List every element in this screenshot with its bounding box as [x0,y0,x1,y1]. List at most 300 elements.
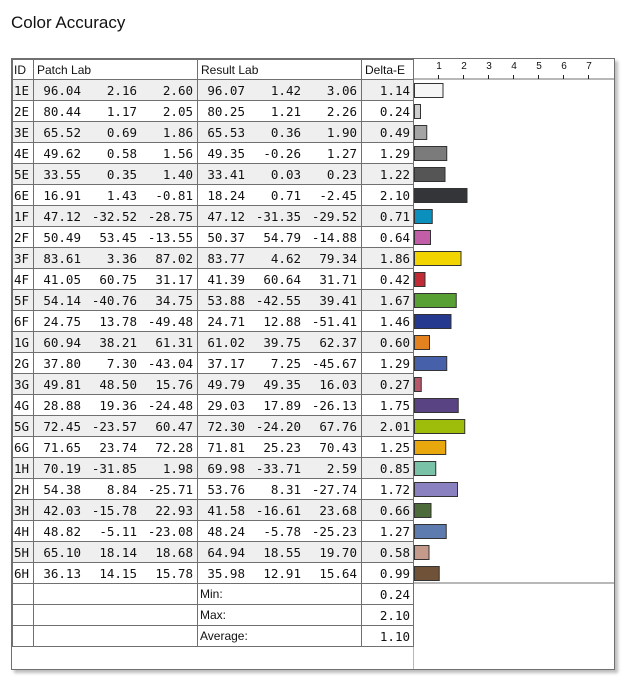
patch-lab-cell [34,101,198,122]
lab-value: 0.58 [106,145,137,161]
lab-value: 33.41 [207,166,245,182]
patch-lab-cell [34,458,198,479]
stat-min-row [13,584,414,605]
patch-lab-cell [34,542,198,563]
patch-lab-cell [34,122,198,143]
lab-value: 41.39 [207,271,245,287]
lab-value: 72.45 [43,418,81,434]
lab-value: 12.88 [263,313,301,329]
table-row [13,101,414,122]
lab-value: 48.24 [207,523,245,539]
lab-value: 79.34 [319,250,357,266]
lab-value: 16.03 [319,376,357,392]
lab-value: 29.03 [207,397,245,413]
patch-lab-cell [34,290,198,311]
lab-value: 80.25 [207,103,245,119]
lab-value: 24.75 [43,313,81,329]
lab-value: 0.23 [326,166,357,182]
patch-id: 3H [13,500,34,521]
lab-value: 50.37 [207,229,245,245]
empty-cell [34,626,198,647]
lab-value: -15.78 [91,502,137,518]
delta-e-bar [415,168,446,182]
patch-lab-cell [34,521,198,542]
patch-lab-cell [34,479,198,500]
result-lab-cell [198,185,362,206]
patch-lab-cell [34,80,198,101]
lab-value: -14.88 [311,229,357,245]
patch-id: 5E [13,164,34,185]
patch-id: 4G [13,395,34,416]
lab-value: -45.67 [311,355,357,371]
lab-value: 70.19 [43,460,81,476]
lab-value: 72.28 [155,439,193,455]
empty-cell [13,584,34,605]
result-lab-cell [198,395,362,416]
table-row [13,248,414,269]
result-lab-cell [198,437,362,458]
patch-id: 3E [13,122,34,143]
lab-value: 50.49 [43,229,81,245]
patch-id: 1H [13,458,34,479]
delta-e-bar [415,210,433,224]
delta-e-value: 1.67 [362,290,414,311]
delta-e-bar [415,567,440,581]
lab-value: 49.35 [207,145,245,161]
patch-lab-cell [34,563,198,584]
lab-value: -49.48 [147,313,193,329]
delta-e-bar [415,525,447,539]
table-row [13,80,414,101]
lab-value: -43.04 [147,355,193,371]
delta-e-bar [415,126,427,140]
x-tick-label: 6 [561,61,567,72]
delta-e-value: 0.24 [362,101,414,122]
patch-lab-cell [34,500,198,521]
patch-id: 4H [13,521,34,542]
lab-value: 37.80 [43,355,81,371]
lab-value: 22.93 [155,502,193,518]
delta-e-bar [415,315,452,329]
stat-max-value: 2.10 [362,605,414,626]
stat-max-label: Max: [198,605,362,626]
empty-cell [13,626,34,647]
delta-e-bar [415,231,431,245]
color-accuracy-panel [11,58,615,670]
lab-value: -0.81 [155,187,193,203]
patch-id: 6E [13,185,34,206]
lab-value: 15.78 [155,565,193,581]
lab-value: -23.57 [91,418,137,434]
empty-cell [34,584,198,605]
result-lab-cell [198,248,362,269]
table-row [13,122,414,143]
lab-value: 3.06 [326,82,357,98]
lab-value: 18.14 [99,544,137,560]
delta-e-bar [415,378,422,392]
lab-value: 80.44 [43,103,81,119]
delta-e-bar [415,483,458,497]
x-tick-label: 4 [511,61,517,72]
lab-value: 41.05 [43,271,81,287]
table-row [13,143,414,164]
lab-value: 69.98 [207,460,245,476]
delta-e-value: 0.49 [362,122,414,143]
delta-e-value: 1.72 [362,479,414,500]
lab-value: 3.36 [106,250,137,266]
table-row [13,206,414,227]
lab-value: 25.23 [263,439,301,455]
patch-id: 2G [13,353,34,374]
delta-e-bar [415,189,468,203]
lab-value: 83.61 [43,250,81,266]
lab-value: -28.75 [147,208,193,224]
lab-value: 12.91 [263,565,301,581]
delta-e-value: 1.29 [362,143,414,164]
patch-lab-cell [34,143,198,164]
patch-lab-cell [34,248,198,269]
delta-e-value: 1.46 [362,311,414,332]
lab-value: 13.78 [99,313,137,329]
patch-lab-cell [34,437,198,458]
lab-value: 7.30 [106,355,137,371]
patch-id: 1F [13,206,34,227]
table-row [13,269,414,290]
result-lab-cell [198,311,362,332]
lab-value: 60.75 [99,271,137,287]
lab-value: 60.94 [43,334,81,350]
delta-e-value: 2.01 [362,416,414,437]
x-tick-label: 5 [536,61,542,72]
lab-value: 0.03 [270,166,301,182]
lab-value: 31.71 [319,271,357,287]
lab-value: 39.41 [319,292,357,308]
table-row [13,395,414,416]
delta-e-value: 1.75 [362,395,414,416]
patch-lab-cell [34,311,198,332]
lab-value: 18.55 [263,544,301,560]
delta-e-value: 1.14 [362,80,414,101]
delta-e-bar [415,399,459,413]
patch-id: 6G [13,437,34,458]
x-tick-label: 7 [586,61,592,72]
lab-value: -5.78 [263,523,301,539]
patch-id: 2E [13,101,34,122]
patch-lab-cell [34,269,198,290]
patch-id: 4E [13,143,34,164]
stat-min-value: 0.24 [362,584,414,605]
table-row [13,416,414,437]
lab-value: -27.74 [311,481,357,497]
result-lab-cell [198,500,362,521]
patch-id: 6H [13,563,34,584]
delta-e-value: 0.58 [362,542,414,563]
lab-value: 48.82 [43,523,81,539]
result-lab-cell [198,374,362,395]
delta-e-value: 0.27 [362,374,414,395]
stat-average-row [13,626,414,647]
lab-value: 61.31 [155,334,193,350]
lab-value: 0.71 [270,187,301,203]
lab-value: 15.76 [155,376,193,392]
patch-id: 1G [13,332,34,353]
delta-e-value: 0.64 [362,227,414,248]
result-lab-cell [198,332,362,353]
patch-id: 1E [13,80,34,101]
result-lab-cell [198,122,362,143]
table-row [13,227,414,248]
lab-value: -13.55 [147,229,193,245]
delta-e-bar [415,273,426,287]
lab-value: -33.71 [255,460,301,476]
result-lab-cell [198,479,362,500]
lab-value: 60.47 [155,418,193,434]
delta-e-value: 1.27 [362,521,414,542]
x-tick-label: 3 [486,61,492,72]
patch-lab-cell [34,164,198,185]
table-row [13,437,414,458]
delta-e-value: 0.66 [362,500,414,521]
table-row [13,374,414,395]
delta-e-value: 1.86 [362,248,414,269]
lab-value: 14.15 [99,565,137,581]
patch-id: 5H [13,542,34,563]
lab-value: 1.27 [326,145,357,161]
delta-e-value: 0.60 [362,332,414,353]
result-lab-cell [198,206,362,227]
lab-value: 2.26 [326,103,357,119]
lab-value: -23.08 [147,523,193,539]
table-row [13,311,414,332]
result-lab-cell [198,458,362,479]
delta-e-value: 1.22 [362,164,414,185]
lab-value: -31.35 [255,208,301,224]
empty-cell [13,605,34,626]
lab-value: 28.88 [43,397,81,413]
x-tick-label: 2 [461,61,467,72]
lab-value: 2.59 [326,460,357,476]
lab-value: 16.91 [43,187,81,203]
delta-e-bar [415,546,430,560]
delta-e-value: 0.71 [362,206,414,227]
lab-value: 42.03 [43,502,81,518]
lab-value: -25.23 [311,523,357,539]
patch-lab-cell [34,206,198,227]
lab-value: 70.43 [319,439,357,455]
header-id: ID [13,60,34,80]
patch-lab-cell [34,227,198,248]
lab-value: 71.65 [43,439,81,455]
lab-value: 4.62 [270,250,301,266]
lab-value: 61.02 [207,334,245,350]
table-row [13,458,414,479]
lab-value: 54.38 [43,481,81,497]
lab-value: -42.55 [255,292,301,308]
lab-value: 31.17 [155,271,193,287]
delta-e-bar-chart [413,59,614,669]
lab-value: -16.61 [255,502,301,518]
result-lab-cell [198,542,362,563]
lab-value: 54.79 [263,229,301,245]
patch-lab-cell [34,353,198,374]
lab-value: 71.81 [207,439,245,455]
lab-value: 67.76 [319,418,357,434]
lab-value: -51.41 [311,313,357,329]
lab-value: 24.71 [207,313,245,329]
result-lab-cell [198,227,362,248]
lab-value: 62.37 [319,334,357,350]
patch-lab-cell [34,185,198,206]
delta-e-value: 0.42 [362,269,414,290]
x-tick-label: 1 [436,61,442,72]
lab-value: 2.16 [106,82,137,98]
table-row [13,500,414,521]
lab-value: 18.68 [155,544,193,560]
lab-value: 47.12 [43,208,81,224]
lab-value: 8.84 [106,481,137,497]
lab-value: 53.88 [207,292,245,308]
lab-value: 33.55 [43,166,81,182]
table-row [13,563,414,584]
lab-value: 48.50 [99,376,137,392]
lab-value: 49.79 [207,376,245,392]
lab-value: -32.52 [91,208,137,224]
patch-lab-cell [34,374,198,395]
color-accuracy-table [12,59,414,647]
patch-lab-cell [34,395,198,416]
patch-id: 5F [13,290,34,311]
header-patch-lab: Patch Lab [34,60,198,80]
lab-value: 0.69 [106,124,137,140]
lab-value: -25.71 [147,481,193,497]
lab-value: 8.31 [270,481,301,497]
lab-value: 1.17 [106,103,137,119]
patch-id: 3G [13,374,34,395]
table-header-row [13,60,414,80]
lab-value: 87.02 [155,250,193,266]
table-row [13,542,414,563]
lab-value: 17.89 [263,397,301,413]
lab-value: 23.74 [99,439,137,455]
delta-e-value: 1.25 [362,437,414,458]
lab-value: 64.94 [207,544,245,560]
lab-value: 60.64 [263,271,301,287]
patch-id: 3F [13,248,34,269]
result-lab-cell [198,521,362,542]
lab-value: 19.70 [319,544,357,560]
lab-value: -0.26 [263,145,301,161]
lab-value: 38.21 [99,334,137,350]
lab-value: 49.62 [43,145,81,161]
patch-id: 6F [13,311,34,332]
lab-value: -29.52 [311,208,357,224]
lab-value: -2.45 [319,187,357,203]
lab-value: 53.45 [99,229,137,245]
lab-value: 34.75 [155,292,193,308]
empty-cell [34,605,198,626]
result-lab-cell [198,164,362,185]
lab-value: 1.40 [162,166,193,182]
result-lab-cell [198,416,362,437]
delta-e-value: 2.10 [362,185,414,206]
lab-value: -24.20 [255,418,301,434]
table-row [13,521,414,542]
result-lab-cell [198,290,362,311]
lab-value: 35.98 [207,565,245,581]
lab-value: 15.64 [319,565,357,581]
lab-value: 2.60 [162,82,193,98]
delta-e-bar [415,336,430,350]
header-delta-e: Delta-E [362,60,414,80]
lab-value: 65.52 [43,124,81,140]
lab-value: -31.85 [91,460,137,476]
page-title: Color Accuracy [11,13,126,32]
delta-e-value: 1.29 [362,353,414,374]
lab-value: 65.53 [207,124,245,140]
patch-id: 2F [13,227,34,248]
lab-value: 65.10 [43,544,81,560]
result-lab-cell [198,143,362,164]
delta-e-bar [415,462,436,476]
delta-e-value: 0.99 [362,563,414,584]
lab-value: 1.42 [270,82,301,98]
delta-e-bar [415,294,457,308]
lab-value: 83.77 [207,250,245,266]
patch-id: 5G [13,416,34,437]
lab-value: 19.36 [99,397,137,413]
lab-value: 7.25 [270,355,301,371]
delta-e-bar [415,105,421,119]
stat-min-label: Min: [198,584,362,605]
lab-value: -26.13 [311,397,357,413]
delta-e-bar [415,252,462,266]
lab-value: 1.90 [326,124,357,140]
patch-id: 2H [13,479,34,500]
lab-value: 1.21 [270,103,301,119]
lab-value: 49.35 [263,376,301,392]
lab-value: 1.56 [162,145,193,161]
delta-e-bar [415,357,447,371]
patch-lab-cell [34,416,198,437]
result-lab-cell [198,80,362,101]
stat-max-row [13,605,414,626]
delta-e-bar [415,147,447,161]
lab-value: 96.04 [43,82,81,98]
lab-value: 1.43 [106,187,137,203]
lab-value: 41.58 [207,502,245,518]
delta-e-bar [415,420,465,434]
lab-value: 1.86 [162,124,193,140]
stat-average-label: Average: [198,626,362,647]
lab-value: -5.11 [99,523,137,539]
delta-e-value: 0.85 [362,458,414,479]
delta-e-bar [415,84,444,98]
delta-e-bar [415,441,446,455]
patch-id: 4F [13,269,34,290]
lab-value: -40.76 [91,292,137,308]
lab-value: 72.30 [207,418,245,434]
lab-value: 18.24 [207,187,245,203]
lab-value: 2.05 [162,103,193,119]
lab-value: 53.76 [207,481,245,497]
table-row [13,290,414,311]
lab-value: 54.14 [43,292,81,308]
lab-value: 37.17 [207,355,245,371]
result-lab-cell [198,101,362,122]
delta-e-bar [415,504,432,518]
lab-value: 0.36 [270,124,301,140]
table-row [13,164,414,185]
